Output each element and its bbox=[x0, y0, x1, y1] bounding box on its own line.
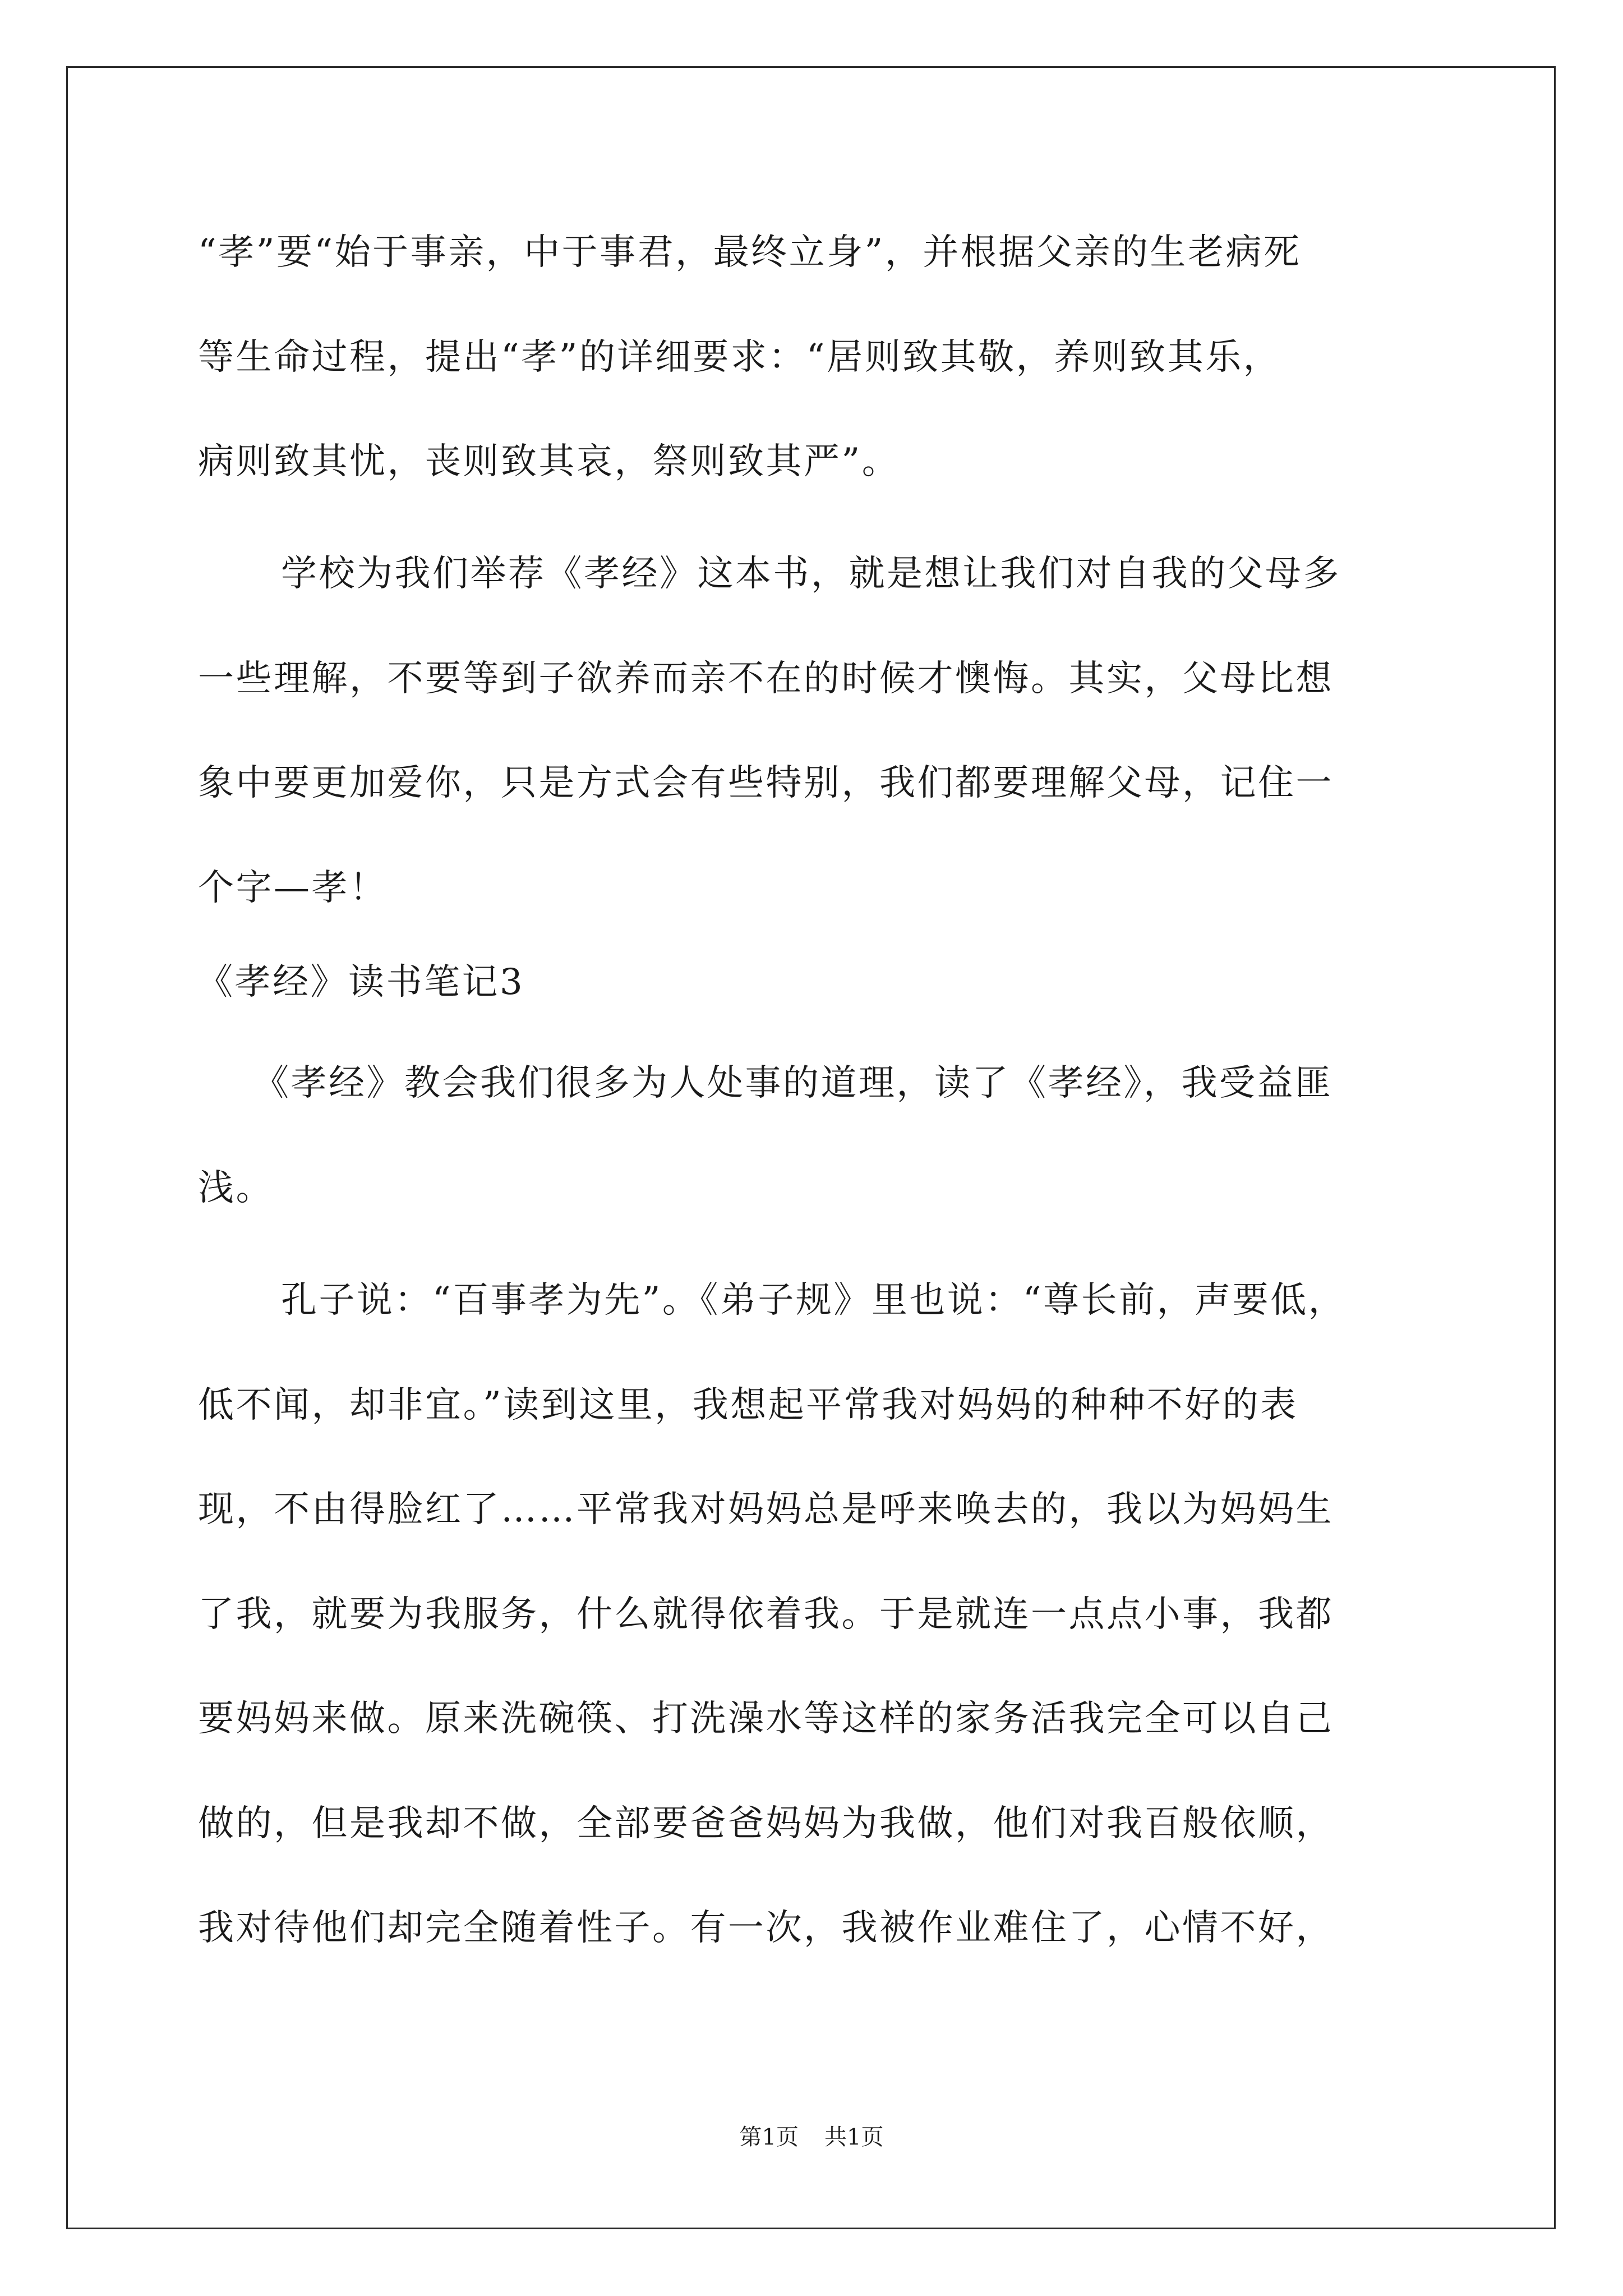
paragraph-line: 象中要更加爱你，只是方式会有些特别，我们都要理解父母，记住一 bbox=[198, 762, 1334, 804]
paragraph-line: 我对待他们却完全随着性子。有一次，我被作业难住了，心情不好， bbox=[198, 1907, 1334, 1949]
paragraph-line: 个字—孝！ bbox=[198, 867, 388, 909]
section-heading: 《孝经》读书笔记3 bbox=[197, 961, 525, 1003]
paragraph-line: 孔子说：“百事孝为先”。《弟子规》里也说：“尊长前，声要低， bbox=[281, 1280, 1347, 1321]
paragraph-line: 《孝经》教会我们很多为人处事的道理，读了《孝经》，我受益匪 bbox=[253, 1062, 1333, 1104]
paragraph-line: “孝”要“始于事亲，中于事君，最终立身”，并根据父亲的生老病死 bbox=[198, 232, 1302, 273]
paragraph-line: 学校为我们举荐《孝经》这本书，就是想让我们对自我的父母多 bbox=[281, 553, 1341, 595]
paragraph-line: 浅。 bbox=[198, 1167, 274, 1209]
paragraph-line: 低不闻，却非宜。”读到这里，我想起平常我对妈妈的种种不好的表 bbox=[198, 1384, 1298, 1426]
paragraph-line: 等生命过程，提出“孝”的详细要求：“居则致其敬，养则致其乐， bbox=[198, 337, 1281, 378]
paragraph-line: 要妈妈来做。原来洗碗筷、打洗澡水等这样的家务活我完全可以自己 bbox=[198, 1698, 1334, 1740]
page-footer bbox=[0, 2123, 1623, 2151]
paragraph-line: 现，不由得脸红了……平常我对妈妈总是呼来唤去的，我以为妈妈生 bbox=[198, 1489, 1334, 1530]
paragraph-line: 一些理解，不要等到子欲养而亲不在的时候才懊悔。其实，父母比想 bbox=[198, 658, 1334, 700]
page-total: 共1页 bbox=[824, 2124, 884, 2150]
page-border bbox=[66, 66, 1556, 2229]
paragraph-line: 做的，但是我却不做，全部要爸爸妈妈为我做，他们对我百般依顺， bbox=[198, 1803, 1334, 1844]
page-number: 第1页 bbox=[739, 2124, 799, 2150]
paragraph-line: 了我，就要为我服务，什么就得依着我。于是就连一点点小事，我都 bbox=[198, 1594, 1334, 1635]
paragraph-line: 病则致其忧，丧则致其哀，祭则致其严”。 bbox=[198, 441, 900, 482]
